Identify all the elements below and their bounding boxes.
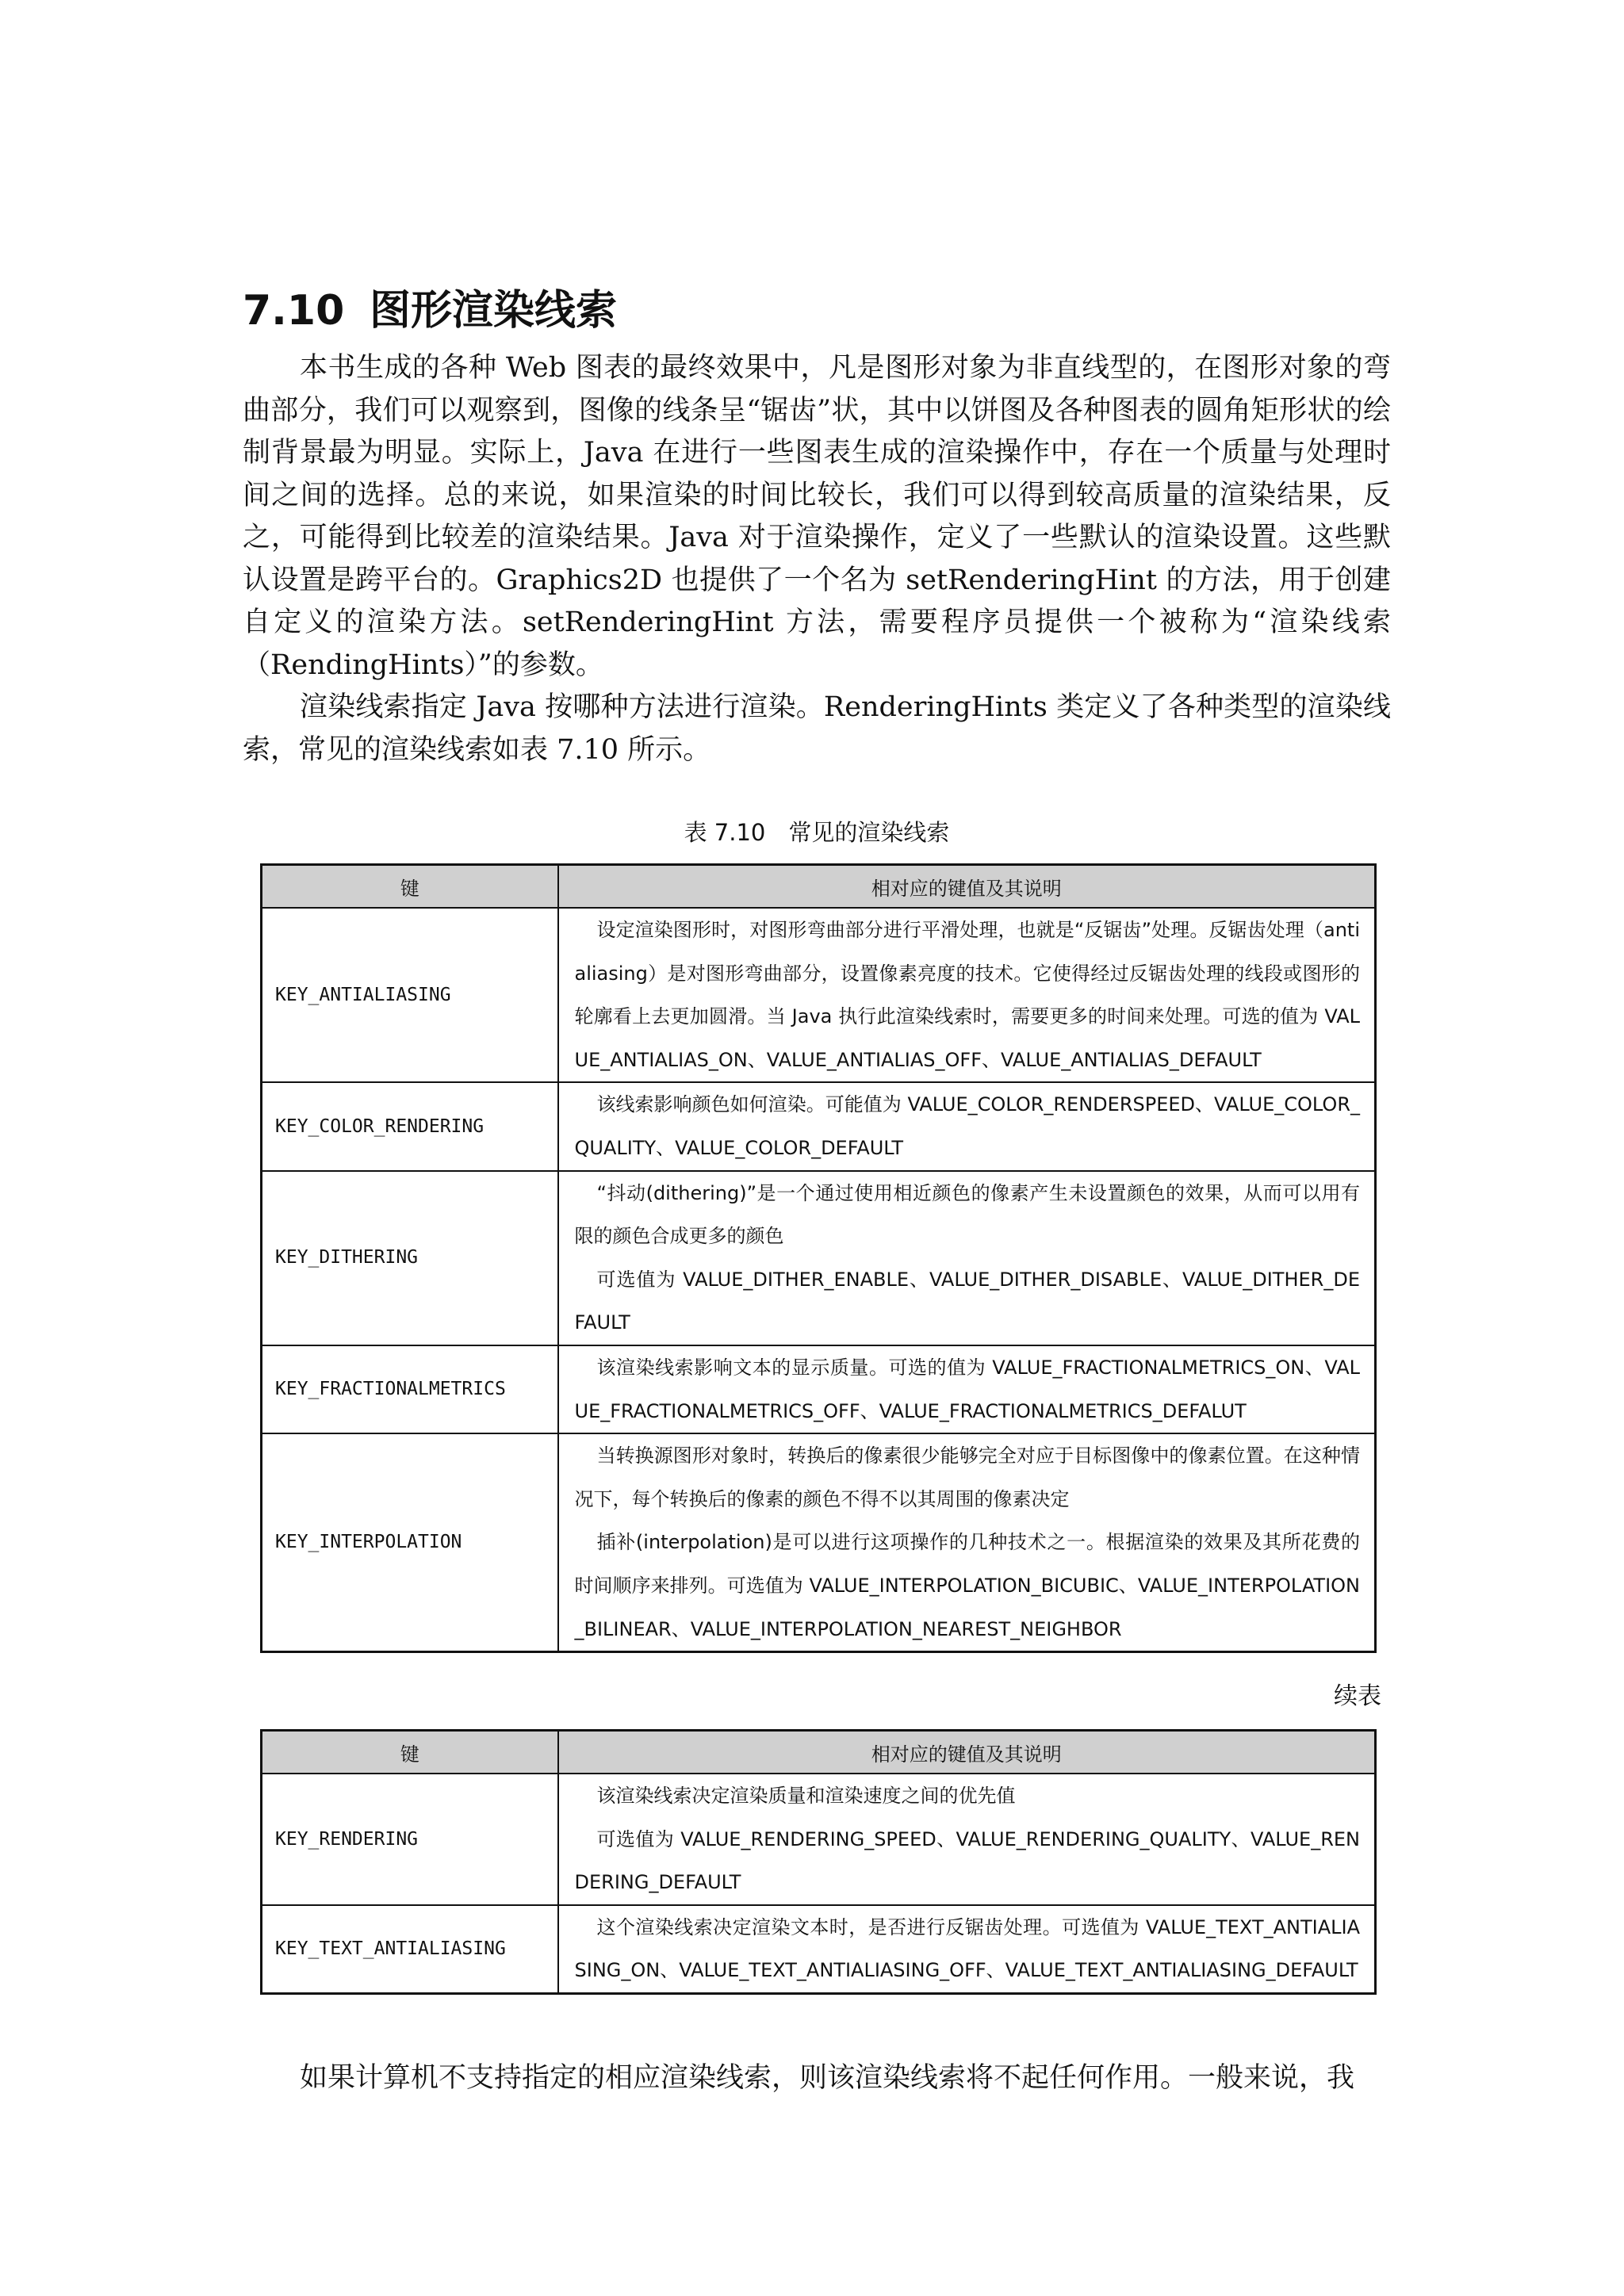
description-line: 该渲染线索决定渲染质量和渲染速度之间的优先值 xyxy=(596,1785,1016,1807)
hint-description-cell xyxy=(558,1345,1376,1433)
table-row xyxy=(262,1905,1376,1994)
table-row xyxy=(262,908,1376,1082)
description-line: 该线索影响颜色如何渲染。可能值为 VALUE_COLOR_RENDERSPEED、VALUE_COLOR_QUALITY、VALUE_COLOR_DEFAULT xyxy=(574,1093,1360,1159)
header-value: 相对应的键值及其说明 xyxy=(558,865,1376,909)
table-row xyxy=(262,1171,1376,1345)
description-line: 可选值为 VALUE_DITHER_ENABLE、VALUE_DITHER_DISABLE、VALUE_DITHER_DEFAULT xyxy=(574,1268,1360,1334)
description-line: 可选值为 VALUE_RENDERING_SPEED、VALUE_RENDERING_QUALITY、VALUE_RENDERING_DEFAULT xyxy=(574,1827,1360,1894)
table-row xyxy=(262,1433,1376,1651)
hint-description-cell xyxy=(558,1171,1376,1345)
header-key: 键 xyxy=(262,865,558,909)
section-number: 7.10 xyxy=(243,286,345,335)
paragraph: 渲染线索指定 Java 按哪种方法进行渲染。RenderingHints 类定义了各种类型的渲染线索，常见的渲染线索如表 7.10 所示。 xyxy=(243,691,1391,766)
hint-key-cell: KEY_INTERPOLATION xyxy=(262,1433,558,1651)
table-header-row xyxy=(262,865,1376,909)
hint-description-cell xyxy=(558,1433,1376,1651)
table-caption: 表 7.10 常见的渲染线索 xyxy=(684,819,950,846)
rendering-hints-table xyxy=(260,863,1377,1653)
table-row xyxy=(262,1082,1376,1170)
table-header-row xyxy=(262,1731,1376,1774)
hint-description-cell xyxy=(558,1774,1376,1905)
intro-text xyxy=(243,347,1391,771)
hint-key-cell: KEY_FRACTIONALMETRICS xyxy=(262,1345,558,1433)
closing-text xyxy=(243,2057,1391,2100)
section-heading xyxy=(243,283,617,339)
paragraph: 本书生成的各种 Web 图表的最终效果中，凡是图形对象为非直线型的，在图形对象的弯曲部分，我们可以观察到，图像的线条呈“锯齿”状，其中以饼图及各种图表的圆角矩形状的绘制背景最为明显。实际上，Java 在进行一些图表生成的渲染操作中，存在一个质量与处理时间之间的选择。总的来说，如果渲染的时间比较长，我们可以得到较高质量的渲染结果，反之，可能得到比较差的渲染结果。Java 对于渲染操作，定义了一些默认的渲染设置。这些默认设置是跨平台的。Graphics2D 也提供了一个名为 setRenderingHint 的方法，用于创建自定义的渲染方法。setRenderingHint 方法，需要程序员提供一个被称为“渲染线索（RendingHints）”的参数。 xyxy=(243,352,1391,681)
hint-key-cell: KEY_COLOR_RENDERING xyxy=(262,1082,558,1170)
hint-key-cell: KEY_TEXT_ANTIALIASING xyxy=(262,1905,558,1994)
description-line: 插补(interpolation)是可以进行这项操作的几种技术之一。根据渲染的效果及其所花费的时间顺序来排列。可选值为 VALUE_INTERPOLATION_BICUBIC、VALUE_INTERPOLATION_BILINEAR、VALUE_INTERPOLATION_NEAREST_NEIGHBOR xyxy=(574,1531,1360,1640)
header-key: 键 xyxy=(262,1731,558,1774)
description-line: “抖动(dithering)”是一个通过使用相近颜色的像素产生未设置颜色的效果，从而可以用有限的颜色合成更多的颜色 xyxy=(574,1181,1360,1248)
paragraph: 如果计算机不支持指定的相应渲染线索，则该渲染线索将不起任何作用。一般来说，我 xyxy=(300,2062,1355,2094)
description-line: 这个渲染线索决定渲染文本时，是否进行反锯齿处理。可选值为 VALUE_TEXT_ANTIALIASING_ON、VALUE_TEXT_ANTIALIASING_OFF、VALUE_TEXT_ANTIALIASING_DEFAULT xyxy=(574,1915,1360,1982)
table-row xyxy=(262,1774,1376,1905)
hint-key-cell: KEY_RENDERING xyxy=(262,1774,558,1905)
table-body xyxy=(262,908,1376,1652)
table-row xyxy=(262,1345,1376,1433)
continued-label: 续表 xyxy=(1334,1682,1381,1710)
hint-key-cell: KEY_ANTIALIASING xyxy=(262,908,558,1082)
description-line: 该渲染线索影响文本的显示质量。可选的值为 VALUE_FRACTIONALMETRICS_ON、VALUE_FRACTIONALMETRICS_OFF、VALUE_FRACTIONALMETRICS_DEFALUT xyxy=(574,1356,1360,1422)
hint-key-cell: KEY_DITHERING xyxy=(262,1171,558,1345)
rendering-hints-table-continued xyxy=(260,1729,1377,1995)
hint-description-cell xyxy=(558,908,1376,1082)
description-line: 设定渲染图形时，对图形弯曲部分进行平滑处理，也就是“反锯齿”处理。反锯齿处理（antialiasing）是对图形弯曲部分，设置像素亮度的技术。它使得经过反锯齿处理的线段或图形的轮廓看上去更加圆滑。当 Java 执行此渲染线索时，需要更多的时间来处理。可选的值为 VALUE_ANTIALIAS_ON、VALUE_ANTIALIAS_OFF、VALUE_ANTIALIAS_DEFAULT xyxy=(574,919,1360,1071)
description-line: 当转换源图形对象时，转换后的像素很少能够完全对应于目标图像中的像素位置。在这种情况下，每个转换后的像素的颜色不得不以其周围的像素决定 xyxy=(574,1445,1360,1510)
hint-description-cell xyxy=(558,1082,1376,1170)
header-value: 相对应的键值及其说明 xyxy=(558,1731,1376,1774)
section-title: 图形渲染线索 xyxy=(370,286,618,335)
hint-description-cell xyxy=(558,1905,1376,1994)
table-body xyxy=(262,1774,1376,1993)
